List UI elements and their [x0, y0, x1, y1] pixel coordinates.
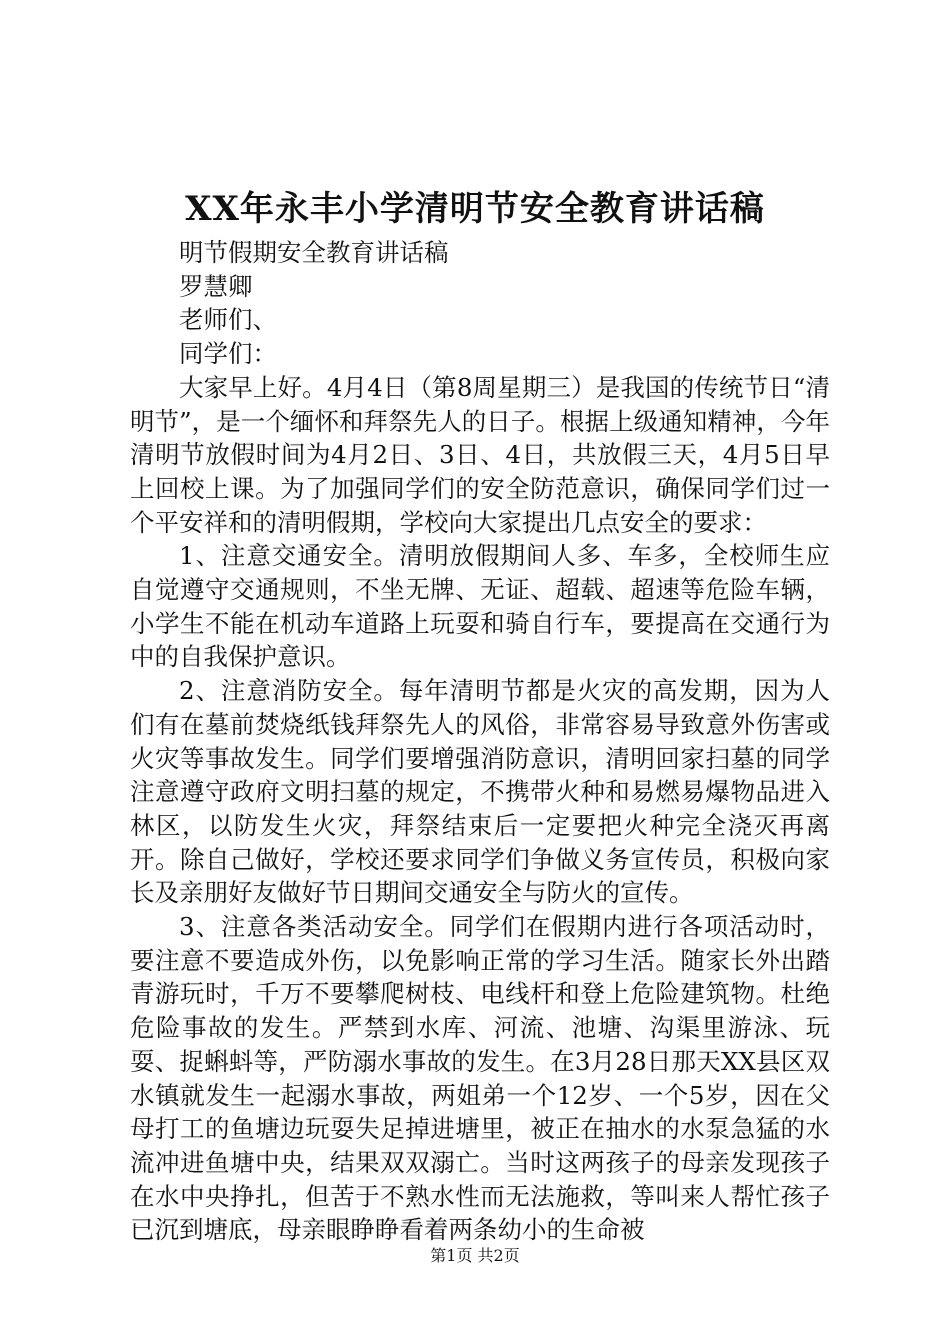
- traffic-safety-paragraph: 1、注意交通安全。清明放假期间人多、车多，全校师生应自觉遵守交通规则，不坐无牌、无证、超载、超速等危险车辆，小学生不能在机动车道路上玩耍和骑自行车，要提高在交通行为中的自我保护意识。: [130, 541, 830, 672]
- document-body: [130, 236, 830, 1247]
- intro-paragraph: 大家早上好。4月4日（第8周星期三）是我国的传统节日“清明节”，是一个缅怀和拜祭先人的日子。根据上级通知精神，今年清明节放假时间为4月2日、3日、4日，共放假三天，4月5日早上回校上课。为了加强同学们的安全防范意识，确保同学们过一个平安祥和的清明假期，学校向大家提出几点安全的要求：: [130, 372, 830, 537]
- salutation-teachers: 老师们、: [179, 305, 277, 335]
- fire-safety-paragraph: 2、注意消防安全。每年清明节都是火灾的高发期，因为人们有在墓前焚烧纸钱拜祭先人的风俗，非常容易导致意外伤害或火灾等事故发生。同学们要增强消防意识，清明回家扫墓的同学注意遵守政府文明扫墓的规定，不携带火种和易燃易爆物品进入林区，以防发生火灾，拜祭结束后一定要把火种完全浇灭再离开。除自己做好，学校还要求同学们争做义务宣传员，积极向家长及亲朋好友做好节日期间交通安全与防火的宣传。: [130, 676, 830, 908]
- activity-safety-paragraph: 3、注意各类活动安全。同学们在假期内进行各项活动时，要注意不要造成外伤，以免影响正常的学习生活。随家长外出踏青游玩时，千万不要攀爬树枝、电线杆和登上危险建筑物。杜绝危险事故的发生。严禁到水库、河流、池塘、沟渠里游泳、玩耍、捉蝌蚪等，严防溺水事故的发生。在3月28日那天XX县区双水镇就发生一起溺水事故，两姐弟一个12岁、一个5岁，因在父母打工的鱼塘边玩耍失足掉进塘里，被正在抽水的水泵急猛的水流冲进鱼塘中央，结果双双溺亡。当时这两孩子的母亲发现孩子在水中央挣扎，但苦于不熟水性而无法施救，等叫来人帮忙孩子已沉到塘底，母亲眼睁睁看着两条幼小的生命被: [130, 912, 830, 1245]
- subtitle-line: 明节假期安全教育讲话稿: [179, 238, 449, 267]
- document-title: XX年永丰小学清明节安全教育讲话稿: [185, 189, 765, 229]
- salutation-students: 同学们：: [179, 339, 277, 369]
- page-footer: 第1页 共2页: [430, 1246, 520, 1265]
- author-line: 罗慧卿: [179, 271, 253, 301]
